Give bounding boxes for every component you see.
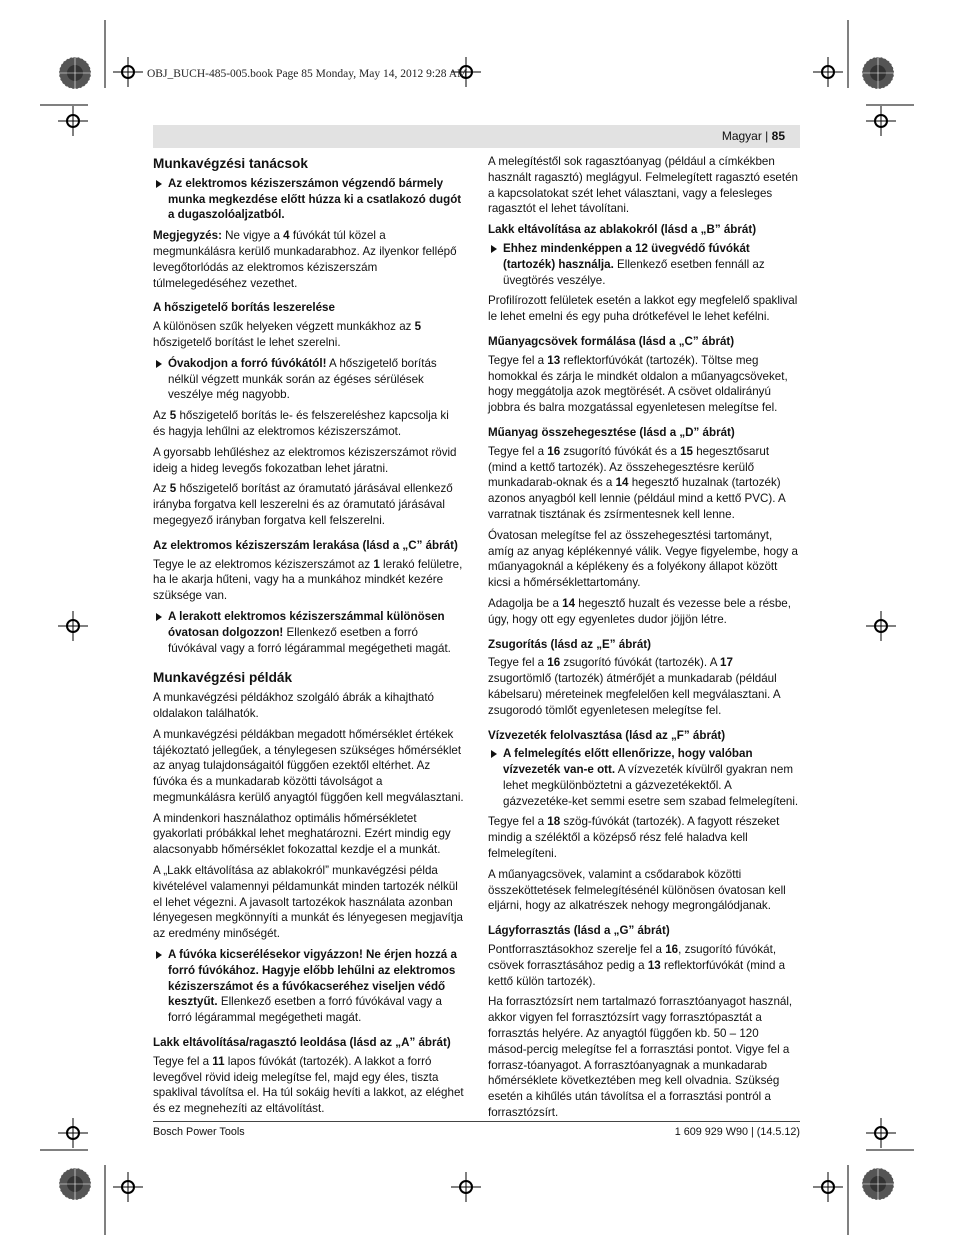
paragraph: [153, 408, 464, 440]
registration-mark-left-upper: [58, 106, 88, 136]
registration-mark-top-left: [113, 57, 143, 87]
heading-set-down: Az elektromos kéziszerszám lerakása (lásd a „C” ábrát): [153, 538, 458, 552]
registration-mark-bottom-right: [813, 1172, 843, 1202]
text: hőszigetelő borítást az óramutató járásával ellenkező irányba forgatva kell leszerelni és az óramutató járásával megegyező irányban forgatva kell felszerelni.: [153, 482, 453, 527]
paragraph: A munkavégzési példákban megadott hőmérséklet értékek tájékoztató jellegűek, a ténylegesen szükséges hőmérséklet az anyag tulajdonságaitól függően ezektől eltérhet. Az fúvóka és a munkadarab közötti távolságot a megmunkálásra kerülő anyagtól függően kell megválasztani.: [153, 727, 464, 804]
ref-number: 13: [547, 353, 561, 367]
ref-number: 13: [647, 958, 661, 972]
ref-number: 18: [547, 815, 561, 829]
text: fúvókát túl közel a megmunkálásra kerülő munkadarabhoz. Az ilyenkor fellépő levegőtorlódás az elektromos kéziszerszám túlmelegedéséhez vezethet.: [153, 229, 457, 290]
text: hőszigetelő borítás le- és felszereléshez kapcsolja ki és hagyja lehűlni az elektromos kéziszerszámot.: [153, 409, 449, 438]
left-column: [153, 154, 464, 1122]
note-paragraph: [153, 228, 464, 291]
paragraph: [153, 481, 464, 528]
paragraph: A melegítéstől sok ragasztóanyag (például a címkékben használt ragasztó) meglágyul. Felmelegített ragasztó esetén a kapcsolatokat szét lehet választani, vagy a felesleges ragasztót el lehet távolítani.: [488, 155, 798, 216]
paragraph: [488, 353, 799, 416]
warning-text: Ehhez mindenképpen a 12 üvegvédő fúvókát (tartozék) használja.: [503, 241, 750, 271]
print-slug: OBJ_BUCH-485-005.book Page 85 Monday, May 14, 2012 9:28 AM: [147, 68, 468, 80]
paragraph: A műanyagcsövek, valamint a csődarabok közötti összeköttetések felmelegítésénél különösen óvatosan kell eljárni, hogy az alkatrészek nehogy megrongálódjanak.: [488, 867, 786, 913]
paragraph: Ha forrasztózsírt nem tartalmazó forrasztóanyagot használ, akkor vigyen fel forrasztózsírt vagy forrasztópasztát a forrasztás helyére. Az anyagtól függően kb. 50 – 120 másod-percig melegítse fel a forrasztási pontot. Vigye fel a forrasz-tóanyagot. A forrasztóanyagnak a munkadarab hőmérséklete következtében meg kell olvadnia. Szükség esetén a kihűlés után távolítsa el a forrasztási pontról a forrasztózsírt.: [488, 995, 793, 1120]
page-header: [153, 125, 800, 148]
text: Pontforrasztásokhoz szerelje fel a: [488, 943, 666, 957]
registration-mark-bottom-left: [113, 1172, 143, 1202]
ref-number: 5: [169, 409, 177, 423]
warning-unplug: [153, 176, 464, 223]
note-label: Megjegyzés:: [153, 229, 222, 243]
text: hegesztősarut (mind a kettő tartozék). Az összehegesztésre kerülő munkadarab-oknak és a: [488, 444, 770, 490]
text: Tegye fel a: [488, 353, 548, 367]
registration-mark-top-right: [813, 57, 843, 87]
text: hegesztő huzalt és vezesse bele a résbe, úgy, hogy ott egy egyenletes dudor jöjjön létre.: [488, 596, 791, 626]
warning-text: A fúvóka kicserélésekor vigyázzon! Ne érjen hozzá a forró fúvókához. Hagyje előbb lehűlni az elektromos kéziszerszámot és a fúvókacseréhez viseljen védő kesztyűt.: [168, 948, 457, 1009]
text: lerakó felületre, ha le akarja hűteni, vagy ha a munkához mindkét kezére szüksége van.: [153, 557, 463, 603]
paragraph: A gyorsabb lehűléshez az elektromos kéziszerszámot rövid ideig a hideg levegős fokozatban lehet járatni.: [153, 445, 457, 475]
text: lapos fúvókát (tartozék). A lakkot a forró levegővel rövid ideig melegítse fel, majd egy éles, tiszta spaklival távolítsa el. Ha túl sokáig hevíti a lakkot, az eléghet és ez megnehezíti az eltávolítást.: [153, 1054, 464, 1116]
heading-remove-shield: A hőszigetelő borítás leszerelése: [153, 301, 335, 315]
text: Tegye fel a: [488, 656, 548, 670]
text: A vízvezeték kívülről gyakran nem lehet megkülönböztetni a gázvezetékektől. A gázvezetéke-ket semmi esetre sem szabad felmelegíteni.: [503, 763, 799, 808]
heading-paint-removal: Lakk eltávolítása/ragasztó leoldása (lásd az „A” ábrát): [153, 1036, 451, 1050]
warning-hot-nozzle: [153, 356, 464, 403]
ref-number: 17: [720, 656, 733, 670]
header-language: Magyar: [721, 129, 762, 143]
footer-rule: [153, 1121, 800, 1122]
ref-number: 16: [665, 943, 679, 957]
heading-work-examples: Munkavégzési példák: [153, 670, 293, 686]
text: reflektorfúvókát (tartozék). Töltse meg homokkal és zárja le mindkét oldalon a műanyagcsöveket, hogy meggátolja azok megtörését. A csövet oldalirányú jobbra és balra mozgatással egyenletesen melegítse fel.: [488, 353, 788, 415]
heading-plastic-welding: Műanyag összehegesztése (lásd a „D” ábrát): [488, 425, 735, 439]
ref-number: 1: [373, 557, 380, 571]
warning-text: Az elektromos kéziszerszámon végzendő bármely munka megkezdése előtt húzza ki a csatlakozó dugót a dugaszolóaljzatból.: [168, 176, 462, 222]
text: Az: [153, 409, 170, 423]
paragraph: [488, 596, 799, 628]
ref-number: 14: [615, 476, 629, 490]
paragraph: [153, 1054, 464, 1117]
color-target-bottom-left: [57, 1166, 93, 1202]
right-column: [488, 154, 799, 1126]
ref-number: 14: [562, 596, 576, 610]
warning-text: Óvakodjon a forró fúvókától!: [168, 356, 327, 370]
paragraph: [488, 655, 799, 718]
paragraph: [153, 557, 464, 604]
registration-mark-right-upper: [866, 106, 896, 136]
paragraph: [488, 814, 799, 861]
text: zsugorító fúvókát és a: [560, 444, 681, 458]
ref-number: 16: [547, 444, 561, 458]
paragraph: [488, 942, 799, 989]
registration-mark-right-mid: [866, 611, 896, 641]
paragraph: [488, 444, 799, 523]
text: hőszigetelő borítást le lehet szerelni.: [153, 335, 341, 349]
text: Adagolja be a: [488, 596, 563, 610]
warning-nozzle-change: [153, 947, 464, 1026]
page-number: 85: [771, 129, 785, 143]
text: Tegye fel a: [153, 1054, 213, 1068]
text: Ellenkező esetben a forró fúvókával vagy a forró légárammal megégetheti magát.: [168, 625, 451, 655]
paragraph: Óvatosan melegítse fel az összehegesztési tartományt, amíg az anyag képlékennyé válik. Vegye figyelembe, hogy a műanyagoknál a képlékeny és a folyékony állapot között kicsi a hőmérséklettartomány.: [488, 528, 799, 590]
heading-soldering: Lágyforrasztás (lásd a „G” ábrát): [488, 924, 670, 938]
text: szög-fúvókát (tartozék). A fagyott részeket mindig a széléktől a középső rész felé haladva kell felmelegíteni.: [488, 815, 780, 861]
ref-number: 5: [169, 482, 177, 496]
text: hegesztő huzalnak (tartozék) azonos anyagból kell lennie (például mind a kettő PVC). A varratnak tisztának és zsírmentesnek kell lenne.: [488, 476, 786, 521]
text: Ne vigye a: [221, 229, 284, 243]
paragraph: A mindenkori használathoz optimális hőmérsékletet gyakorlati próbákkal lehet meghatározni. Ezért mindig egy alacsonyabb hőmérséklet fokozattal kezdje el a munkát.: [153, 811, 451, 857]
ref-number: 11: [212, 1054, 225, 1068]
text: Az: [153, 482, 170, 496]
footer-brand: Bosch Power Tools: [153, 1126, 245, 1138]
text: Ellenkező esetben a forró fúvókával vagy a forró légárammal megégetheti magát.: [168, 995, 442, 1025]
warning-water-pipe: [488, 746, 799, 809]
paragraph: A munkavégzési példákhoz szolgáló ábrák a kihajtható oldalakon találhatók.: [153, 691, 435, 720]
warning-glass-nozzle: [488, 241, 799, 288]
warning-text: A lerakott elektromos kéziszerszámmal különösen óvatosan dolgozzon!: [168, 609, 445, 639]
heading-window-paint: Lakk eltávolítása az ablakokról (lásd a „B” ábrát): [488, 223, 757, 237]
registration-mark-bottom-mid: [451, 1172, 481, 1202]
color-target-top-left: [57, 55, 93, 91]
color-target-bottom-right: [860, 1166, 896, 1202]
heading-thawing: Vízvezeték felolvasztása (lásd az „F” ábrát): [488, 728, 726, 742]
ref-number: 5: [414, 320, 422, 334]
registration-mark-right-lower: [866, 1118, 896, 1148]
heading-shrinking: Zsugorítás (lásd az „E” ábrát): [488, 637, 651, 651]
text: reflektorfúvókát (mind a kettő külön tartozék).: [488, 958, 786, 988]
paragraph: [153, 319, 464, 351]
text: A hőszigetelő borítás nélkül végzett munkák során az égéses sérülések veszélye még nagyobb.: [168, 356, 437, 402]
heading-pipe-forming: Műanyagcsövek formálása (lásd a „C” ábrát): [488, 334, 735, 348]
registration-mark-left-lower: [58, 1118, 88, 1148]
warning-text: A felmelegítés előtt ellenőrizze, hogy valóban vízvezeték van-e ott.: [503, 747, 753, 777]
text: zsugortömlő (tartozék) átmérőjét a munkadarab (például kábelsaru) méreteinek megfelelően kell megválasztani. A zsugorodó tömlőt egyenletesen melegítse fel.: [488, 672, 780, 717]
footer-docnumber: 1 609 929 W90 | (14.5.12): [674, 1126, 800, 1138]
ref-number: 15: [680, 444, 693, 458]
color-target-top-right: [860, 55, 896, 91]
header-label: Magyar | 85: [721, 129, 785, 143]
ref-number: 16: [547, 656, 561, 670]
text: Tegye fel a: [488, 815, 548, 829]
text: , zsugorító fúvókát, csövek forrasztásához pedig a: [488, 943, 777, 972]
paragraph: Profilírozott felületek esetén a lakkot egy megfelelő spaklival le lehet emelni és egy puha drótkefével le lehet kefélni.: [488, 294, 798, 324]
text: zsugorító fúvókát (tartozék). A: [560, 656, 721, 670]
text: A különösen szűk helyeken végzett munkákhoz az: [153, 320, 415, 334]
text: Tegye fel a: [488, 444, 548, 458]
registration-mark-left-mid: [58, 611, 88, 641]
warning-careful: [153, 609, 464, 656]
paragraph: A „Lakk eltávolítása az ablakokról” munkavégzési példa kivételével valamennyi példamunkát minden tartozék nélkül el lehet végezni. A javasolt tartozékok használata azonban lényegesen megkönnyíti a munkát és lényegesen megjavítja az eredmény minőségét.: [153, 864, 463, 941]
ref-number: 4: [283, 229, 290, 243]
text: Tegye le az elektromos kéziszerszámot az: [153, 557, 374, 571]
heading-work-tips: Munkavégzési tanácsok: [153, 156, 308, 171]
text: Ellenkező esetben fennáll az üvegtörés veszélye.: [503, 257, 765, 287]
